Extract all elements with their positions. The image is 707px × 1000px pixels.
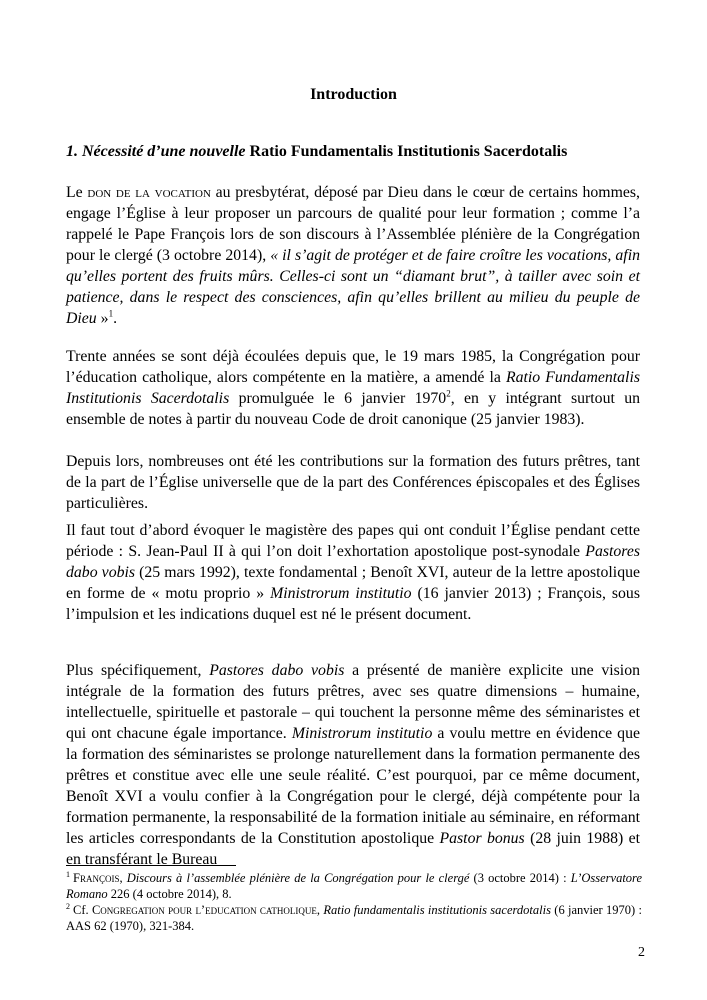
footnote-1-author: François — [73, 871, 120, 885]
paragraph-5 — [66, 660, 640, 870]
p2-text-c: , en y intégrant surtout un ensemble de notes à partir du nouveau Code de droit canonique (25 janvier 1983). — [66, 390, 641, 428]
footnote-2-title: Ratio fundamentalis institutionis sacerdotalis — [323, 903, 551, 917]
section-heading — [66, 141, 646, 163]
p1-period: . — [113, 310, 118, 327]
p1-text-a: Le — [66, 184, 88, 201]
p1-text-b: au presbytérat, déposé par Dieu dans le cœur de certains hommes, engage l’Église à leur proposer un parcours de qualité pour leur formation ; comme l’a rappelé le Pape François lors de son discours à l’Assemblée plénière de la Congrégation pour le clergé (3 octobre 2014), — [66, 184, 640, 264]
footnote-2-number: 2 — [66, 901, 70, 911]
page-number: 2 — [638, 945, 645, 960]
footnote-divider — [66, 865, 236, 866]
p5-italic-3: Pastor bonus — [439, 830, 525, 847]
footnote-2 — [66, 903, 642, 934]
p2-text-a: Trente années se sont déjà écoulées depuis que, le 19 mars 1985, la Congrégation pour l’éducation catholique, alors compétente en la matière, a amendé la — [66, 348, 640, 386]
p1-quote-end: » — [96, 310, 109, 327]
footnote-1-journal: L’Osservatore Romano — [66, 871, 643, 901]
p4-text-c: (16 janvier 2013) ; François, sous l’impulsion et les indications duquel est né le présent document. — [66, 585, 640, 623]
p1-quote: « il s’agit de protéger et de faire croître les vocations, afin qu’elles portent des fruits mûrs. Celles-ci sont un “diamant brut”, à tailler avec soin et patience, dans le respect des consciences, afin qu’elles brillent au milieu du peuple de Dieu — [66, 247, 640, 327]
footnote-1 — [66, 871, 642, 902]
p5-text-a: Plus spécifiquement, — [66, 662, 210, 679]
paragraph-1 — [66, 182, 640, 329]
p4-italic-1: Pastores dabo vobis — [66, 543, 640, 581]
p4-text-a: Il faut tout d’abord évoquer le magistère des papes qui ont conduit l’Église pendant cette période : S. Jean-Paul II à qui l’on doit l’exhortation apostolique post-synodale — [66, 522, 640, 560]
footnote-ref-1[interactable]: 1 — [108, 308, 114, 319]
p4-italic-2: Ministrorum institutio — [270, 585, 412, 602]
section-number-label: 1. Nécessité d’une nouvelle — [66, 143, 246, 160]
p5-italic-2: Ministrorum institutio — [291, 725, 433, 742]
p5-text-d: (28 juin 1988) et en transférant le Bureau — [66, 830, 640, 868]
footnote-1-text-a: (3 octobre 2014) : — [469, 871, 571, 885]
footnote-2-author: Congregation pour l’education catholique — [91, 903, 317, 917]
p4-text-b: (25 mars 1992), texte fondamental ; Benoît XVI, auteur de la lettre apostolique en forme de « motu proprio » — [66, 564, 641, 602]
paragraph-4 — [66, 520, 640, 625]
paragraph-3: Depuis lors, nombreuses ont été les contributions sur la formation des futurs prêtres, tant de la part de l’Église universelle que de la part des Conférences épiscopales et des Églises particulières. — [66, 453, 640, 512]
footnote-ref-2[interactable]: 2 — [446, 388, 451, 399]
footnote-1-number: 1 — [66, 869, 70, 879]
footnote-2-sep: , — [316, 903, 324, 917]
section-title-text: Ratio Fundamentalis Institutionis Sacerdotalis — [249, 143, 568, 160]
p1-smallcaps: don de la vocation — [87, 184, 211, 201]
footnote-1-sep: , — [119, 871, 127, 885]
p2-text-b: promulguée le 6 janvier 1970 — [229, 390, 447, 407]
footnote-2-prefix: Cf. — [73, 903, 92, 917]
footnote-2-text-a: (6 janvier 1970) : AAS 62 (1970), 321-384. — [66, 903, 642, 933]
footnote-1-title: Discours à l’assemblée plénière de la Congrégation pour le clergé — [126, 871, 470, 885]
p5-italic-1: Pastores dabo vobis — [209, 662, 345, 679]
p2-italic: Ratio Fundamentalis Institutionis Sacerdotalis — [66, 369, 640, 407]
p5-text-b: a présenté de manière explicite une vision intégrale de la formation des futurs prêtres, avec ses quatre dimensions – humaine, intellectuelle, spirituelle et pastorale – qui touchent la personne même des séminaristes et qui ont chacune égale importance. — [66, 662, 640, 742]
p5-text-c: a voulu mettre en évidence que la formation des séminaristes se prolonge naturellement dans la formation permanente des prêtres et constitue avec elle une seule réalité. C’est pourquoi, par ce même document, Benoît XVI a voulu confier à la Congrégation pour le clergé, déjà compétente pour la formation permanente, la responsabilité de la formation initiale au séminaire, en réformant les articles correspondants de la Constitution apostolique — [66, 725, 640, 847]
paragraph-2 — [66, 346, 640, 430]
footnote-1-text-b: 226 (4 octobre 2014), 8. — [107, 886, 232, 901]
page-title: Introduction — [310, 86, 397, 103]
